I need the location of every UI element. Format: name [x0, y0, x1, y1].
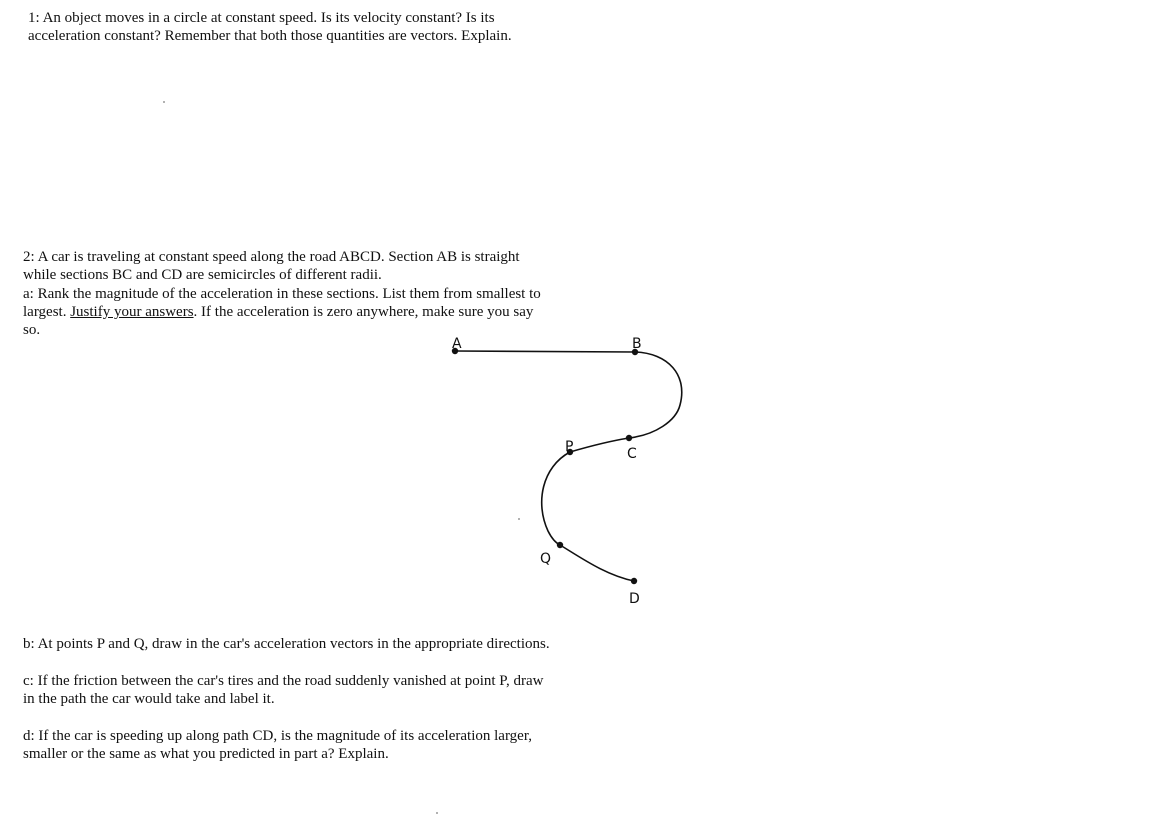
- part-c-line-2: in the path the car would take and label it.: [23, 691, 275, 707]
- question-2-intro-line-1: 2: A car is traveling at constant speed along the road ABCD. Section AB is straight: [23, 249, 520, 265]
- part-a-line-2-end: . If the acceleration is zero anywhere, make sure you say: [193, 304, 534, 320]
- road-diagram: [430, 325, 700, 610]
- part-d-line-1: d: If the car is speeding up along path CD, is the magnitude of its acceleration larger,: [23, 728, 532, 744]
- part-c-line-1: c: If the friction between the car's tires and the road suddenly vanished at point P, draw: [23, 673, 544, 689]
- question-2-intro: [23, 248, 520, 284]
- part-a-justify-underlined: Justify your answers: [70, 304, 194, 320]
- label-b: B: [632, 336, 642, 352]
- scan-speck: [436, 812, 438, 814]
- label-a: A: [452, 336, 462, 352]
- label-p: P: [565, 439, 574, 455]
- question-1-line-2: acceleration constant? Remember that both those quantities are vectors. Explain.: [28, 28, 512, 44]
- question-2-part-b: [23, 635, 550, 653]
- point-q-dot: [557, 542, 563, 548]
- point-c-dot: [626, 435, 632, 441]
- road-segment-ab: [455, 351, 635, 352]
- road-curve-cp: [570, 438, 629, 452]
- question-1-line-1: 1: An object moves in a circle at constant speed. Is its velocity constant? Is its: [28, 10, 495, 26]
- question-1: [28, 9, 512, 45]
- part-a-line-1: a: Rank the magnitude of the acceleration in these sections. List them from smallest to: [23, 286, 541, 302]
- part-a-line-3: so.: [23, 322, 41, 338]
- question-2-part-c: [23, 672, 543, 708]
- label-d: D: [629, 591, 640, 607]
- label-c: C: [627, 446, 637, 462]
- point-d-dot: [631, 578, 637, 584]
- label-q: Q: [540, 551, 552, 567]
- road-curve-qd: [560, 545, 634, 581]
- road-semicircle-bc: [629, 352, 682, 438]
- part-a-line-2: [23, 303, 541, 321]
- scan-speck: [163, 101, 165, 103]
- part-a-line-2-start: largest.: [23, 304, 67, 320]
- part-b-line-1: b: At points P and Q, draw in the car's acceleration vectors in the appropriate directions.: [23, 636, 550, 652]
- question-2-part-d: [23, 727, 532, 763]
- road-semicircle-pq: [542, 452, 570, 545]
- scan-speck: [518, 518, 520, 520]
- part-d-line-2: smaller or the same as what you predicted in part a? Explain.: [23, 746, 389, 762]
- question-2-intro-line-2: while sections BC and CD are semicircles of different radii.: [23, 267, 382, 283]
